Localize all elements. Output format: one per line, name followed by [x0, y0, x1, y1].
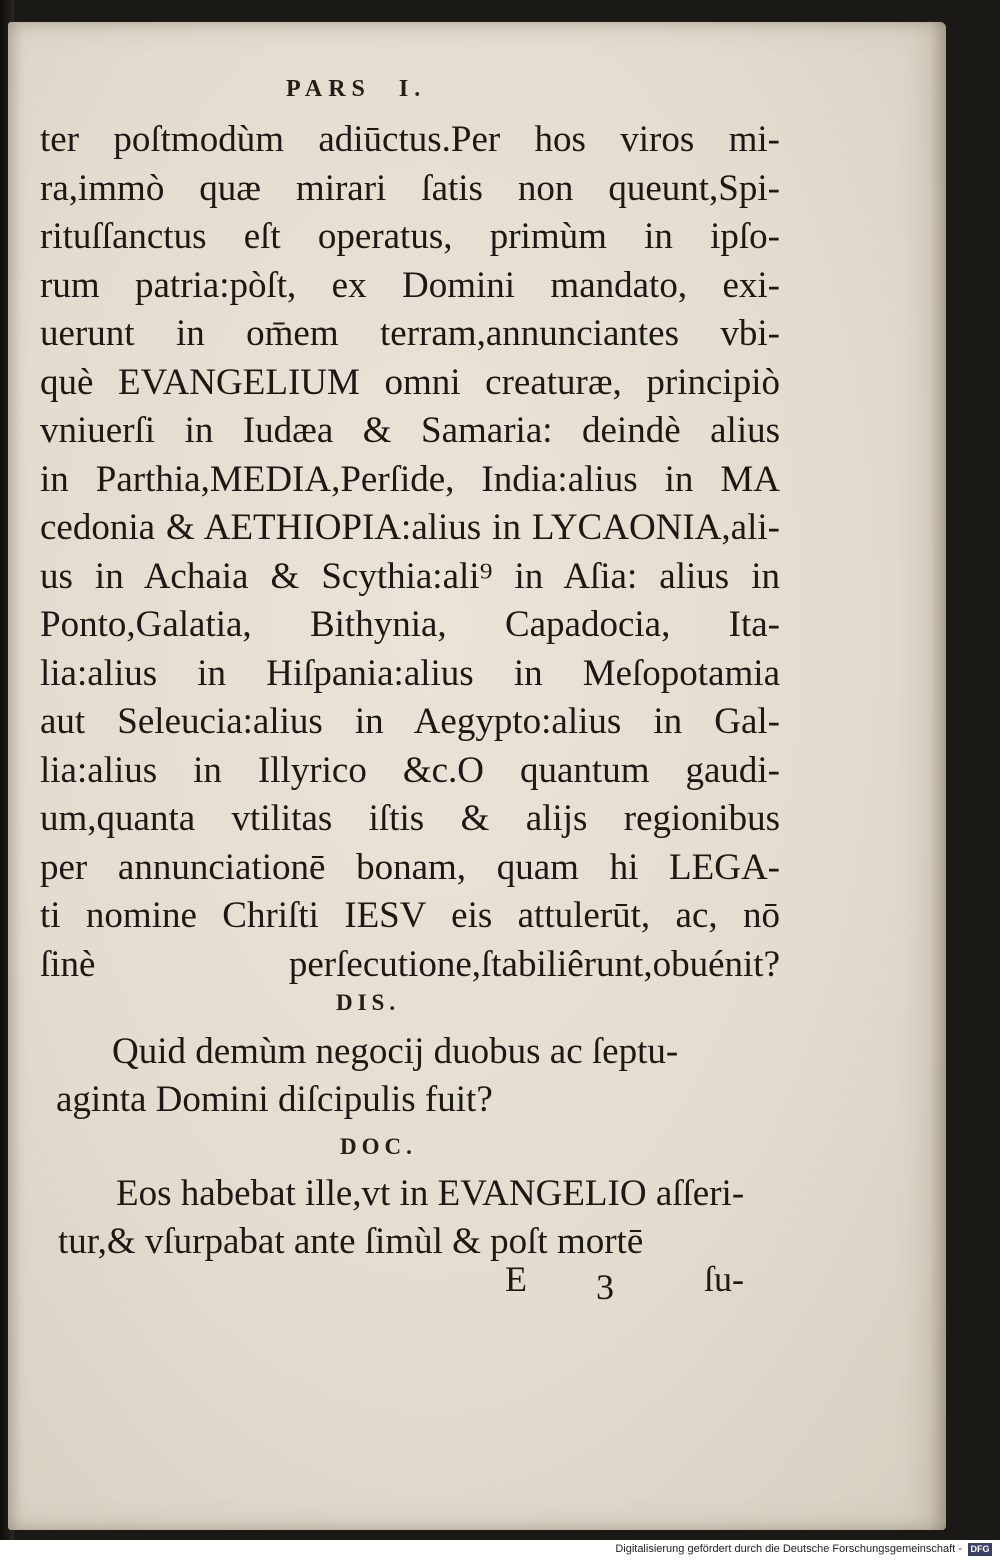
- answer-line: tur,& vſurpabat ante ſimùl & poſt mortē: [58, 1221, 644, 1262]
- body-line: ti nomine Chriſti IESV eis attulerūt, ac, nō: [40, 895, 780, 936]
- body-line: vniuerſi in Iudæa & Samaria: deindè alius: [40, 410, 780, 451]
- running-header: [286, 76, 426, 103]
- header-title: PARS: [286, 76, 371, 102]
- body-line: lia:alius in Illyrico &c.O quantum gaudi-: [40, 749, 780, 791]
- body-line: Ponto,Galatia, Bithynia, Capadocia, Ita-: [40, 604, 780, 645]
- question-line: Quid demùm negocij duobus ac ſeptu-: [112, 1031, 679, 1072]
- answer-line: Eos habebat ille,vt in EVANGELIO aſſeri-: [116, 1173, 745, 1214]
- body-line: aut Seleucia:alius in Aegypto:alius in Gal-: [40, 701, 780, 742]
- body-line: lia:alius in Hiſpania:alius in Meſopotamia: [40, 652, 780, 694]
- body-line: uerunt in om̄em terram,annunciantes vbi-: [40, 313, 780, 354]
- body-line: cedonia & AETHIOPIA:alius in LYCAONIA,ali-: [40, 507, 780, 548]
- body-text: [40, 116, 780, 989]
- catchword: ſu-: [704, 1259, 744, 1299]
- body-line: rituſſanctus eſt operatus, primùm in ipſo-: [40, 216, 780, 257]
- body-line: ſinè perſecutione,ſtabiliêrunt,obuénit?: [40, 943, 780, 985]
- speaker-label-dis: DIS.: [336, 990, 401, 1015]
- header-page-number: I.: [398, 76, 427, 102]
- footer-credit: Digitalisierung gefördert durch die Deutsche Forschungsgemeinschaft -: [615, 1543, 962, 1555]
- signature-mark-number: 3: [596, 1267, 614, 1307]
- body-line: us in Achaia & Scythia:ali⁹ in Aſia: alius in: [40, 555, 780, 597]
- body-line: què EVANGELIUM omni creaturæ, principiò: [40, 361, 780, 403]
- body-line: in Parthia,MEDIA,Perſide, India:alius in MA: [40, 458, 780, 500]
- body-line: ra,immò quæ mirari ſatis non queunt,Spi-: [40, 167, 780, 209]
- signature-mark-letter: E: [505, 1259, 527, 1299]
- question-line: aginta Domini diſcipulis fuit?: [56, 1079, 493, 1120]
- speaker-label-doc: DOC.: [340, 1134, 417, 1159]
- body-line: per annunciationē bonam, quam hi LEGA-: [40, 846, 780, 888]
- page-edge-shadow: [930, 22, 946, 1530]
- dfg-logo-icon[interactable]: DFG: [968, 1543, 992, 1556]
- body-line: um,quanta vtilitas iſtis & alijs regionibus: [40, 798, 780, 839]
- body-line: rum patria:pòſt, ex Domini mandato, exi-: [40, 264, 780, 306]
- body-line: ter poſtmodùm adiūctus.Per hos viros mi-: [40, 119, 780, 160]
- footer-bar: [0, 1540, 1000, 1561]
